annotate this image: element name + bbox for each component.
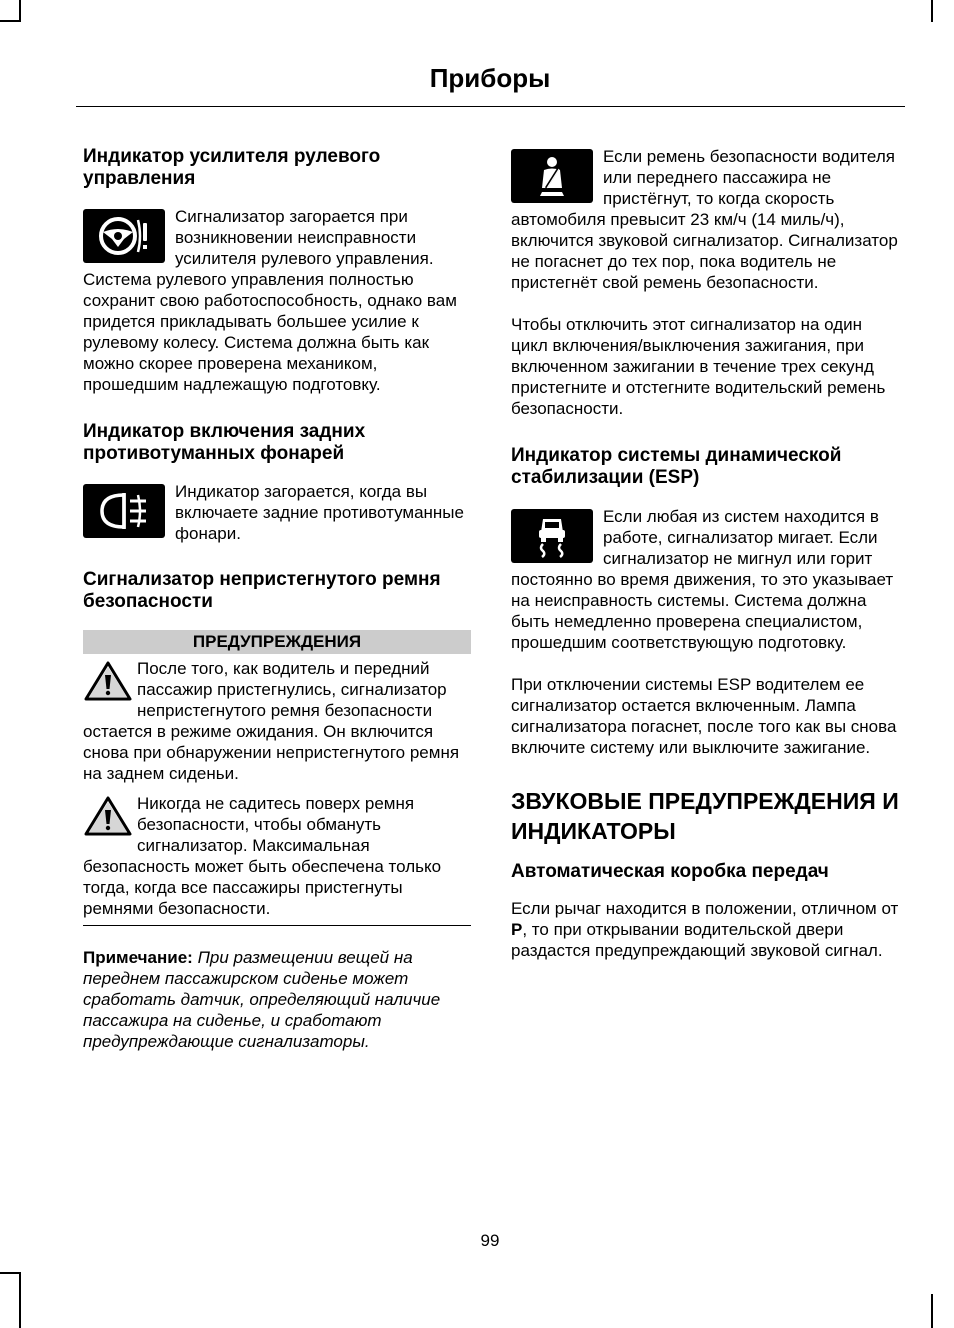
note-label: Примечание: [83, 948, 193, 967]
belt-text-2: Чтобы отключить этот сигнализатор на один цикл включения/выключения зажигания, при включенном зажигании в течение трех секунд пристегните и отстегните водительский ремень безопасности. [511, 315, 886, 418]
note [83, 947, 471, 1052]
crop-mark-tl-v [19, 0, 21, 22]
steering-section [83, 146, 471, 395]
belt-heading: Сигнализатор непристегнутого ремня безопасности [83, 569, 441, 612]
crop-mark-br-v [931, 1294, 933, 1328]
page-title: Приборы [429, 63, 551, 93]
audio-subheading: Автоматическая коробка передач [511, 861, 829, 882]
warnings-bar: ПРЕДУПРЕЖДЕНИЯ [83, 630, 471, 654]
crop-mark-bl-h [0, 1272, 21, 1274]
warning-item [83, 658, 471, 784]
esp-section [511, 445, 901, 758]
fog-text: Индикатор загорается, когда вы включаете задние противотуманные фонари. [175, 482, 464, 543]
belt-info [511, 146, 901, 419]
belt-text: Если ремень безопасности водителя или переднего пассажира не пристёгнут, то когда скорость автомобиля превысит 23 км/ч (14 миль/ч), включится звуковой сигнализатор. Сигнализатор не погаснет до тех пор, пока водитель не пристегнёт свой ремень безопасности. [511, 147, 898, 292]
left-column [83, 146, 471, 1052]
warning-item [83, 793, 471, 919]
page-number: 99 [480, 1231, 500, 1250]
crop-mark-tr-v [931, 0, 933, 22]
esp-text-2: При отключении системы ESP водителем ее сигнализатор остается включенным. Лампа сигнализатора погаснет, после того как вы снова включите систему или выключите зажигание. [511, 675, 897, 757]
title-divider [76, 106, 905, 107]
steering-wheel-warning-icon [83, 209, 165, 263]
crop-mark-tl-h [0, 20, 21, 22]
crop-mark-bl-v [19, 1272, 21, 1328]
audio-section [511, 786, 901, 961]
warning-text-1: После того, как водитель и передний пассажир пристегнулись, сигнализатор непристегнутого ремня безопасности остается в режиме ожидания. Он включится снова при обнаружении непристегнутого ремня на заднем сиденьи. [83, 659, 460, 783]
belt-section [83, 569, 471, 926]
audio-text [511, 898, 901, 961]
esp-text: Если любая из систем находится в работе, сигнализатор мигает. Если сигнализатор не мигнул или горит постоянно во время движения, то это указывает на неисправность системы. Система должна быть немедленно проверена специалистом, прошедшим соответствующую подготовку. [511, 507, 894, 652]
right-column [511, 146, 901, 961]
audio-heading: ЗВУКОВЫЕ ПРЕДУПРЕЖДЕНИЯ И ИНДИКАТОРЫ [511, 788, 899, 844]
fog-heading: Индикатор включения задних противотуманных фонарей [83, 421, 366, 464]
note-text: При размещении вещей на переднем пассажирском сиденье может сработать датчик, определяющий наличие пассажира на сиденье, и сработают предупреждающие сигнализаторы. [83, 948, 441, 1051]
esp-skid-icon [511, 509, 593, 563]
steering-heading: Индикатор усилителя рулевого управления [83, 146, 381, 189]
audio-text-after: , то при открывании водительской двери раздастся предупреждающий звуковой сигнал. [511, 920, 883, 960]
warning-text-2: Никогда не садитесь поверх ремня безопасности, чтобы обмануть сигнализатор. Максимальная безопасность может быть обеспечена только тогда, когда все пассажиры пристегнуты ремнями безопасности. [83, 794, 442, 918]
warning-triangle-icon [83, 660, 133, 702]
esp-heading: Индикатор системы динамической стабилизации (ESP) [511, 445, 842, 488]
steering-text: Сигнализатор загорается при возникновении неисправности усилителя рулевого управления. Система рулевого управления полностью сохранит свою работоспособность, однако вам придется прикладывать большее усилие к рулевому колесу. Система должна быть как можно скорее проверена механиком, прошедшим надлежащую подготовку. [83, 207, 457, 394]
audio-text-before: Если рычаг находится в положении, отличном от [511, 899, 899, 918]
warning-triangle-icon [83, 795, 133, 837]
rear-fog-lamp-icon [83, 484, 165, 538]
audio-text-bold: P [511, 920, 523, 939]
fog-section [83, 421, 471, 544]
seatbelt-icon [511, 149, 593, 203]
